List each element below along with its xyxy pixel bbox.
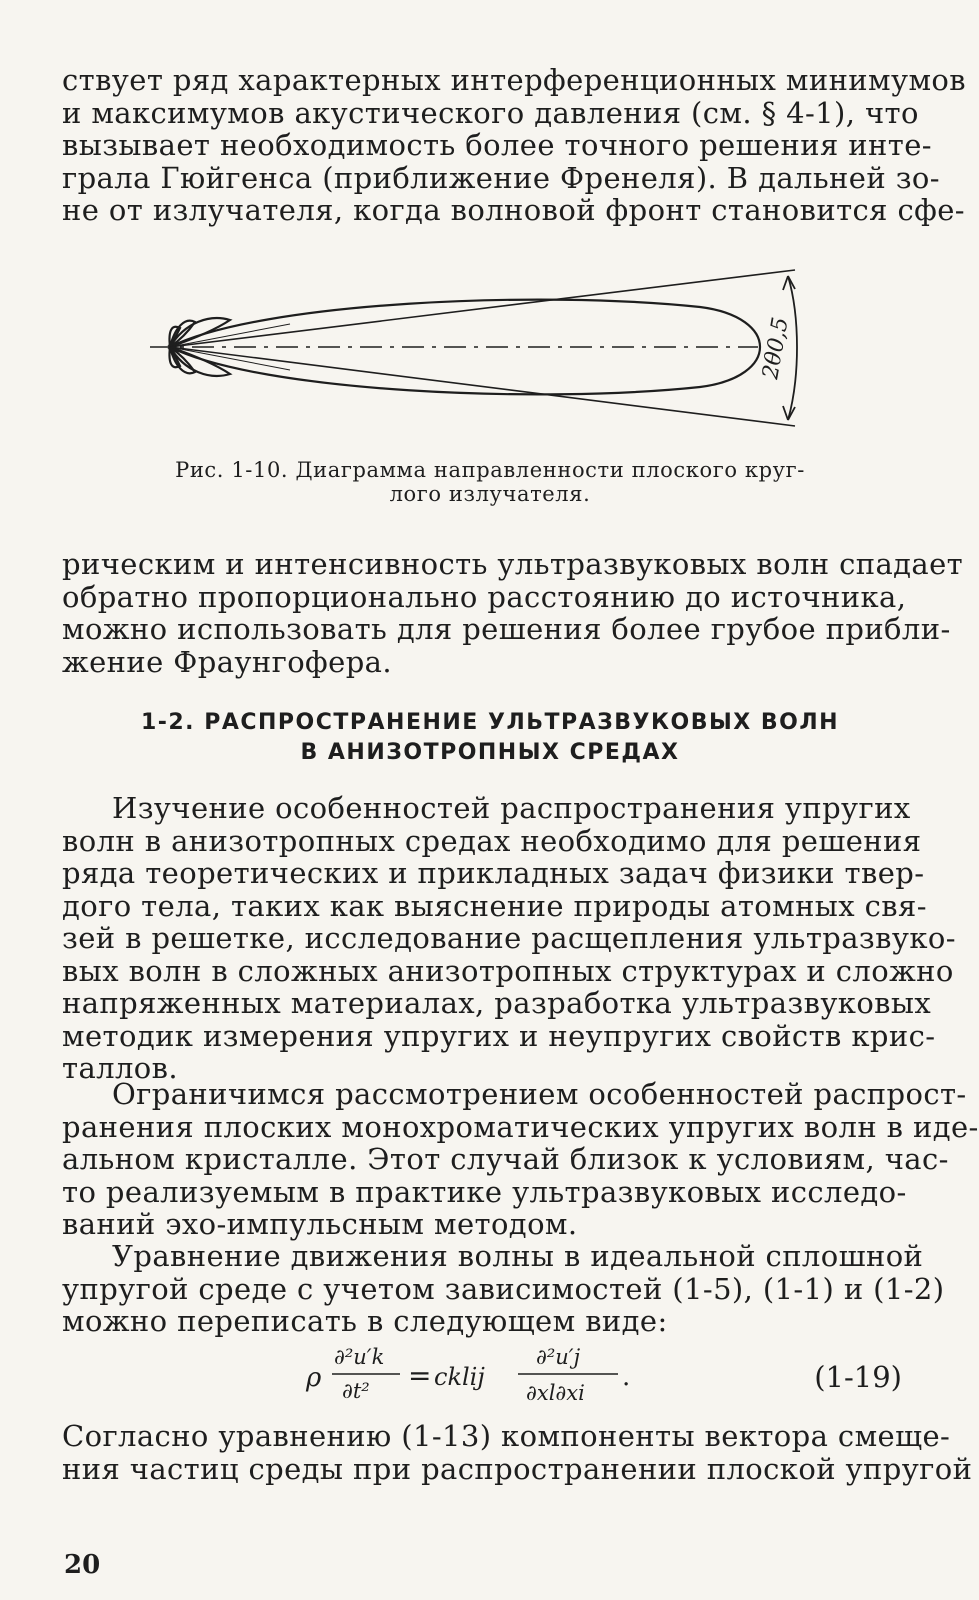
section-heading (100, 708, 880, 768)
paragraph-1 (62, 791, 956, 1085)
text-line: можно использовать для решения более грубое прибли- (62, 612, 951, 646)
text-line: ряда теоретических и прикладных задач физики твер- (62, 856, 925, 890)
text-line: напряженных материалах, разработка ультразвуковых (62, 986, 932, 1020)
text-line: грала Гюйгенса (приближение Френеля). В дальней зо- (62, 160, 940, 195)
figure-caption (150, 458, 830, 506)
paragraph-4 (62, 1419, 973, 1486)
text-line: вызывает необходимость более точного решения инте- (62, 128, 932, 162)
lhs-numerator: ∂²u′k (334, 1345, 385, 1369)
text-line: можно переписать в следующем виде: (62, 1304, 668, 1338)
heading-line: В АНИЗОТРОПНЫХ СРЕДАХ (300, 740, 680, 765)
lhs-denominator: ∂t² (342, 1379, 370, 1403)
text-line: то реализуемым в практике ультразвуковых исследо- (62, 1174, 907, 1209)
coefficient: cklij (434, 1363, 485, 1391)
text-line: обратно пропорционально расстоянию до источника, (62, 579, 907, 614)
text-line: ранения плоских монохроматических упругих волн в иде- (62, 1109, 979, 1144)
text-line: вых волн в сложных анизотропных структурах и сложно (62, 953, 954, 988)
equation-1-19 (60, 1342, 920, 1405)
equation-number: (1-19) (814, 1360, 902, 1394)
text-line: волн в анизотропных средах необходимо для решения (62, 823, 922, 858)
paragraph-3 (62, 1239, 945, 1338)
rhs-denominator: ∂xl∂xi (526, 1381, 585, 1405)
rho-symbol: ρ (306, 1363, 322, 1393)
page-number: 20 (64, 1550, 101, 1580)
caption-line: Рис. 1-10. Диаграмма направленности плоского круг- (175, 458, 805, 482)
angle-label: 2θ0,5 (758, 315, 794, 382)
text-line: таллов. (62, 1051, 178, 1085)
text-line: и максимумов акустического давления (см. § 4-1), что (62, 95, 919, 130)
text-line: Ограничимся рассмотрением особенностей распрост- (112, 1077, 967, 1111)
text-line: зей в решетке, исследование расщепления ультразвуко- (62, 921, 956, 955)
text-line: жение Фраунгофера. (62, 644, 392, 679)
rhs-numerator: ∂²u′j (536, 1345, 581, 1369)
text-line: методик измерения упругих и неупругих свойств крис- (62, 1018, 936, 1053)
caption-line: лого излучателя. (389, 482, 591, 506)
text-line: альном кристалле. Этот случай близок к условиям, час- (62, 1142, 949, 1176)
text-line: не от излучателя, когда волновой фронт становится сфе- (62, 193, 965, 227)
heading-line: 1-2. РАСПРОСТРАНЕНИЕ УЛЬТРАЗВУКОВЫХ ВОЛН (140, 710, 840, 735)
text-line: дого тела, таких как выяснение природы атомных свя- (62, 888, 927, 923)
boundary-ray (170, 270, 795, 347)
text-line: Изучение особенностей распространения упругих (112, 791, 911, 825)
angle-arc (788, 276, 797, 420)
equation-end: . (622, 1362, 631, 1392)
text-line: ваний эхо-импульсным методом. (62, 1207, 578, 1241)
text-line: ния частиц среды при распространении плоской упругой (62, 1451, 973, 1486)
top-paragraph (62, 63, 967, 227)
text-line: ствует ряд характерных интерференционных минимумов (62, 63, 967, 97)
text-line: Уравнение движения волны в идеальной сплошной (112, 1239, 924, 1273)
equation-body (300, 1342, 720, 1408)
text-line: Согласно уравнению (1-13) компоненты вектора смеще- (62, 1419, 951, 1453)
paragraph-2 (62, 1077, 979, 1241)
equals-sign: = (408, 1359, 432, 1392)
directivity-diagram (140, 262, 820, 437)
after-figure-paragraph (62, 547, 964, 679)
text-line: упругой среде с учетом зависимостей (1-5), (1-1) и (1-2) (62, 1271, 945, 1306)
text-line: рическим и интенсивность ультразвуковых волн спадает (62, 547, 964, 581)
